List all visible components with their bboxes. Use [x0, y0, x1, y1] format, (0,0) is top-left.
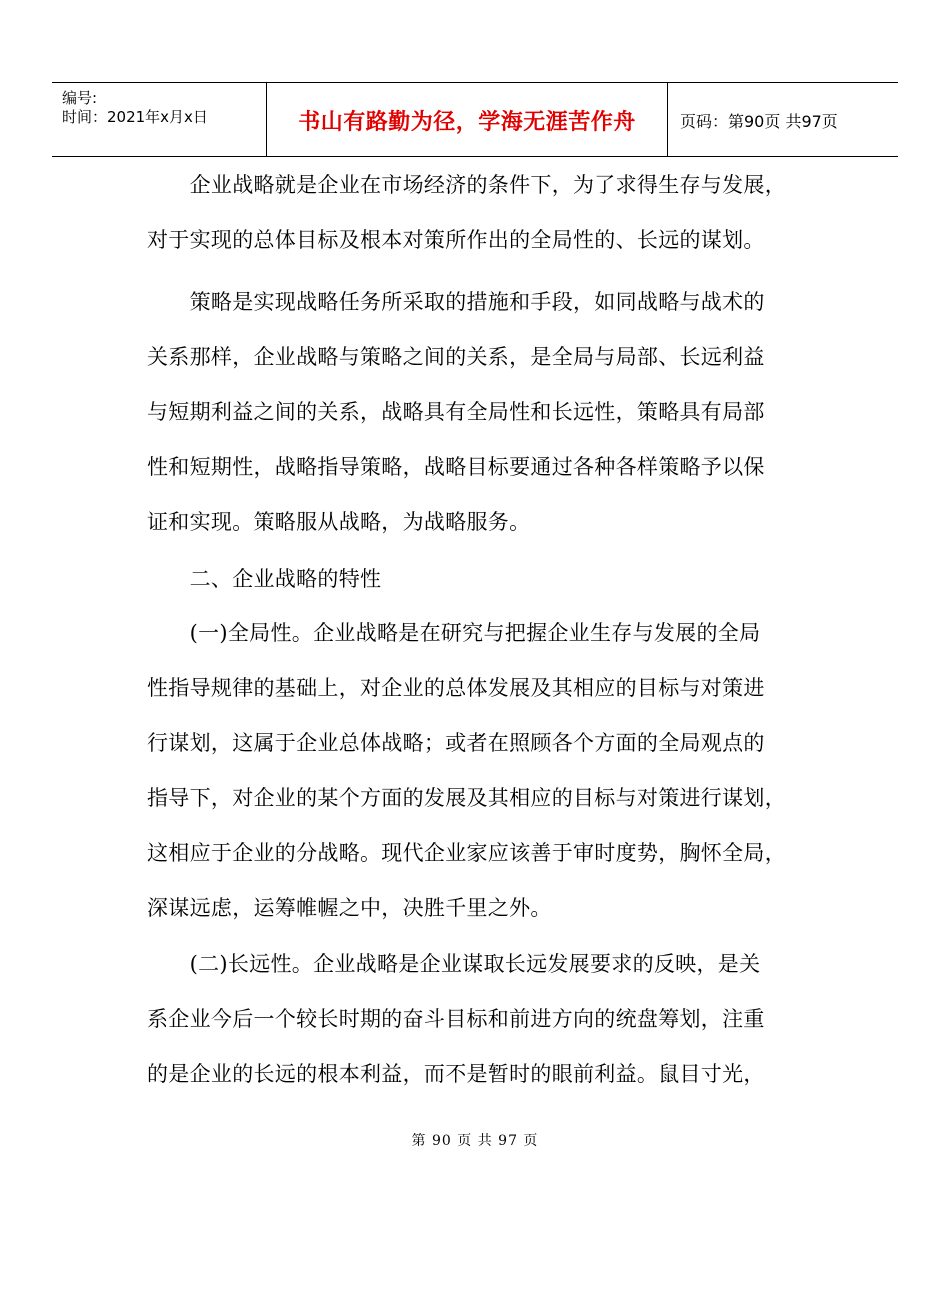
body-line: 行谋划，这属于企业总体战略；或者在照顾各个方面的全局观点的 — [147, 731, 765, 755]
body-line: (二)长远性。企业战略是企业谋取长远发展要求的反映，是关 — [147, 952, 761, 976]
document-time-label: 时间：2021年x月x日 — [62, 108, 208, 126]
body-line: 深谋远虑，运筹帷幄之中，决胜千里之外。 — [147, 896, 552, 920]
header-motto-cell — [267, 83, 668, 156]
body-line: 性指导规律的基础上，对企业的总体发展及其相应的目标与对策进 — [147, 676, 765, 700]
header-page-cell — [668, 83, 898, 156]
body-line: 企业战略就是企业在市场经济的条件下，为了求得生存与发展， — [147, 173, 786, 197]
header-meta-cell — [52, 83, 267, 156]
page-footer: 第 90 页 共 97 页 — [411, 1133, 539, 1149]
section-heading: 二、企业战略的特性 — [147, 567, 382, 591]
header-page-info: 页码：第90页 共97页 — [680, 112, 838, 131]
header-motto: 书山有路勤为径，学海无涯苦作舟 — [298, 109, 636, 135]
body-line: 关系那样，企业战略与策略之间的关系，是全局与局部、长远利益 — [147, 345, 765, 369]
body-line: 指导下，对企业的某个方面的发展及其相应的目标与对策进行谋划， — [147, 786, 786, 810]
document-header — [52, 82, 898, 157]
body-line: 证和实现。策略服从战略，为战略服务。 — [147, 510, 531, 534]
body-line: 策略是实现战略任务所采取的措施和手段，如同战略与战术的 — [147, 290, 765, 314]
body-line: 对于实现的总体目标及根本对策所作出的全局性的、长远的谋划。 — [147, 228, 765, 252]
body-line: 的是企业的长远的根本利益，而不是暂时的眼前利益。鼠目寸光， — [147, 1062, 765, 1086]
body-line: 系企业今后一个较长时期的奋斗目标和前进方向的统盘筹划，注重 — [147, 1007, 765, 1031]
document-number-label: 编号: — [62, 89, 98, 107]
body-line: 与短期利益之间的关系，战略具有全局性和长远性，策略具有局部 — [147, 400, 765, 424]
body-line: 性和短期性，战略指导策略，战略目标要通过各种各样策略予以保 — [147, 455, 765, 479]
body-line: 这相应于企业的分战略。现代企业家应该善于审时度势，胸怀全局， — [147, 841, 786, 865]
body-line: (一)全局性。企业战略是在研究与把握企业生存与发展的全局 — [147, 621, 761, 645]
